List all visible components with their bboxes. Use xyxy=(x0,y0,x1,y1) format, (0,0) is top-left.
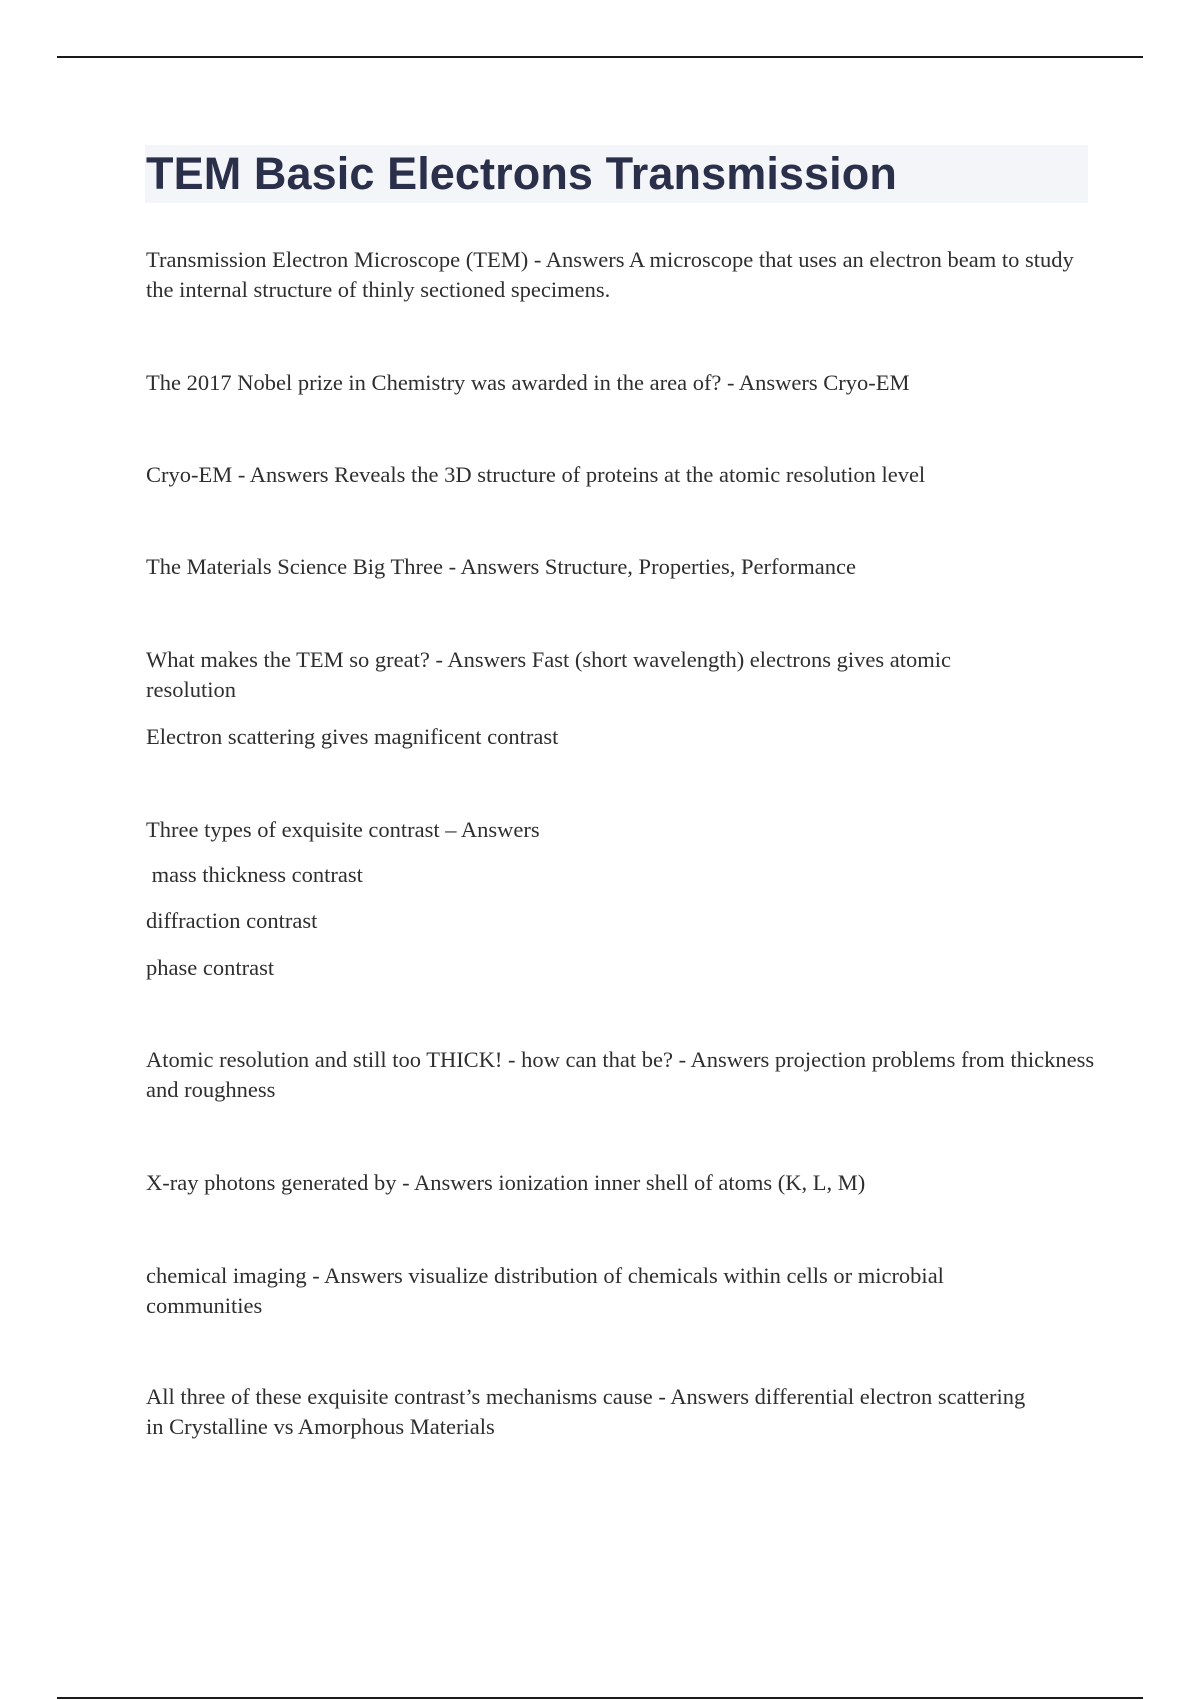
contrast-type-phase: phase contrast xyxy=(146,955,275,980)
bottom-rule xyxy=(57,1697,1143,1699)
entry-atomic-resolution: Atomic resolution and still too THICK! - how can that be? - Answers projection problems from thickness and roughness xyxy=(146,1047,1095,1102)
entry-contrast-mechanisms: All three of these exquisite contrast’s mechanisms cause - Answers differential electron scattering in Crystalline vs Amorphous Materials xyxy=(146,1384,1026,1439)
entry-cryo-em: Cryo-EM - Answers Reveals the 3D structure of proteins at the atomic resolution level xyxy=(146,462,926,487)
contrast-type-diffraction: diffraction contrast xyxy=(146,908,318,933)
entry-xray-photons: X-ray photons generated by - Answers ionization inner shell of atoms (K, L, M) xyxy=(146,1170,866,1195)
entry-nobel-prize: The 2017 Nobel prize in Chemistry was awarded in the area of? - Answers Cryo-EM xyxy=(146,370,910,395)
entry-tem-definition: Transmission Electron Microscope (TEM) - Answers A microscope that uses an electron beam to study the internal structure of thinly sectioned specimens. xyxy=(146,247,1074,302)
entry-materials-big-three: The Materials Science Big Three - Answers Structure, Properties, Performance xyxy=(146,554,856,579)
entry-tem-great-continued: Electron scattering gives magnificent contrast xyxy=(146,724,559,749)
top-rule xyxy=(57,56,1143,58)
entry-chemical-imaging: chemical imaging - Answers visualize distribution of chemicals within cells or microbial communities xyxy=(146,1263,944,1318)
entry-tem-great: What makes the TEM so great? - Answers Fast (short wavelength) electrons gives atomic resolution xyxy=(146,647,951,702)
page-title: TEM Basic Electrons Transmission xyxy=(146,148,897,199)
entry-contrast-types: Three types of exquisite contrast – Answers xyxy=(146,817,540,842)
contrast-type-mass-thickness: mass thickness contrast xyxy=(146,862,363,887)
